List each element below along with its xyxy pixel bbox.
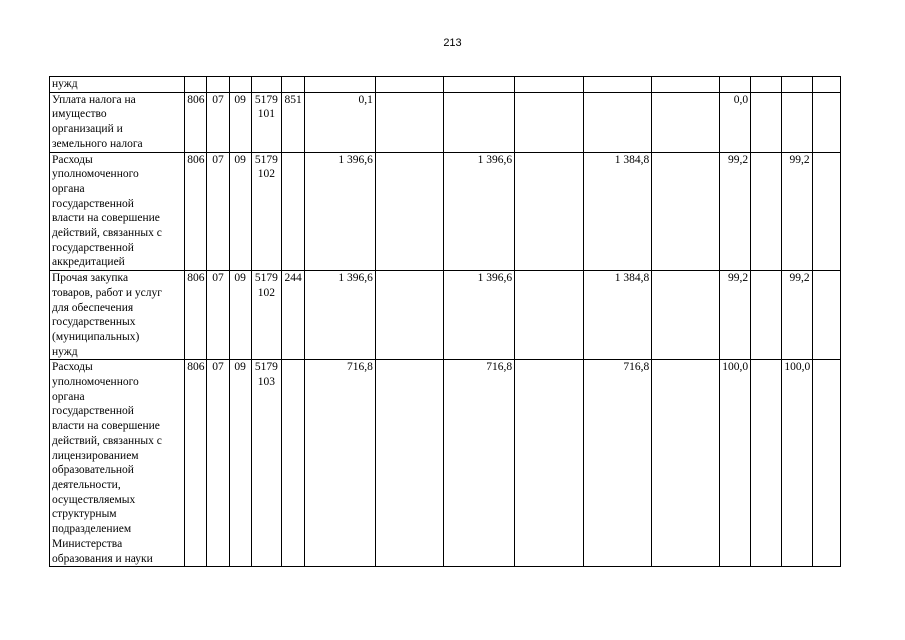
row-name-line: государственной — [52, 197, 134, 210]
row-name-line: уполномоченного — [52, 376, 139, 389]
empty-cell — [751, 92, 782, 152]
target-article-line: 103 — [257, 376, 275, 389]
empty-cell — [812, 271, 840, 360]
cell-v1: 1 396,6 — [305, 152, 376, 271]
cell-rz: 07 — [207, 360, 229, 567]
target-article-line: 5179 — [254, 93, 278, 106]
cell-vr — [282, 152, 305, 271]
target-article-line: 102 — [257, 168, 275, 181]
empty-cell — [751, 271, 782, 360]
row-name-line: органа — [52, 390, 85, 403]
target-article-cell — [251, 92, 281, 152]
cell-v4: 0,0 — [719, 92, 750, 152]
empty-cell — [652, 77, 720, 93]
empty-cell — [751, 152, 782, 271]
cell-pr: 09 — [229, 92, 251, 152]
empty-cell — [652, 152, 720, 271]
table-row — [50, 77, 841, 93]
empty-cell — [652, 92, 720, 152]
empty-cell — [375, 152, 444, 271]
empty-cell — [515, 77, 584, 93]
row-name-line: власти на совершение — [52, 212, 160, 225]
row-name-line: товаров, работ и услуг — [52, 286, 162, 299]
cell-gp: 806 — [185, 360, 207, 567]
cell-v1 — [305, 77, 376, 93]
row-name-cell — [50, 152, 185, 271]
cell-v4: 100,0 — [719, 360, 750, 567]
target-article-line: 5179 — [254, 361, 278, 374]
cell-v4 — [719, 77, 750, 93]
cell-pr: 09 — [229, 271, 251, 360]
cell-vr: 851 — [282, 92, 305, 152]
page-number: 213 — [443, 37, 462, 49]
row-name-line: деятельности, — [52, 478, 121, 491]
empty-cell — [375, 92, 444, 152]
empty-cell — [515, 271, 584, 360]
cell-v2 — [444, 77, 515, 93]
row-name-line: Расходы — [52, 153, 93, 166]
cell-v2: 1 396,6 — [444, 271, 515, 360]
cell-v2: 716,8 — [444, 360, 515, 567]
row-name-line: лицензированием — [52, 449, 139, 462]
table-body — [50, 77, 841, 567]
empty-cell — [751, 77, 782, 93]
cell-gp — [185, 77, 207, 93]
row-name-line: подразделением — [52, 523, 132, 536]
cell-v5 — [782, 92, 812, 152]
target-article-line: 102 — [257, 286, 275, 299]
budget-table — [49, 76, 841, 567]
cell-v1: 716,8 — [305, 360, 376, 567]
empty-cell — [515, 152, 584, 271]
cell-v3 — [583, 92, 652, 152]
row-name-line: осуществляемых — [52, 493, 136, 506]
empty-cell — [812, 77, 840, 93]
cell-v4: 99,2 — [719, 152, 750, 271]
empty-cell — [515, 92, 584, 152]
empty-cell — [652, 360, 720, 567]
row-name-line: государственной — [52, 405, 134, 418]
row-name-line: государственных — [52, 316, 136, 329]
table-row — [50, 92, 841, 152]
row-name-line: имущество — [52, 108, 107, 121]
cell-rz: 07 — [207, 152, 229, 271]
cell-v1: 1 396,6 — [305, 271, 376, 360]
row-name-line: действий, связанных с — [52, 434, 162, 447]
cell-rz — [207, 77, 229, 93]
row-name-line: власти на совершение — [52, 420, 160, 433]
row-name-cell — [50, 77, 185, 93]
empty-cell — [812, 360, 840, 567]
cell-v3 — [583, 77, 652, 93]
cell-v4: 99,2 — [719, 271, 750, 360]
row-name-line: аккредитацией — [52, 256, 125, 269]
row-name-line: организаций и — [52, 123, 123, 136]
cell-gp: 806 — [185, 152, 207, 271]
empty-cell — [751, 360, 782, 567]
target-article-cell — [251, 77, 281, 93]
cell-rz: 07 — [207, 271, 229, 360]
row-name-line: Министерства — [52, 537, 123, 550]
cell-vr — [282, 360, 305, 567]
row-name-line: Уплата налога на — [52, 93, 136, 106]
cell-v3: 716,8 — [583, 360, 652, 567]
empty-cell — [812, 92, 840, 152]
cell-pr: 09 — [229, 360, 251, 567]
table-row — [50, 271, 841, 360]
empty-cell — [515, 360, 584, 567]
row-name-line: земельного налога — [52, 137, 143, 150]
row-name-line: органа — [52, 182, 85, 195]
cell-v2 — [444, 92, 515, 152]
empty-cell — [375, 271, 444, 360]
target-article-line: 5179 — [254, 153, 278, 166]
empty-cell — [812, 152, 840, 271]
cell-gp: 806 — [185, 92, 207, 152]
row-name-line: Прочая закупка — [52, 272, 129, 285]
row-name-line: образования и науки — [52, 552, 153, 565]
cell-v3: 1 384,8 — [583, 152, 652, 271]
target-article-cell — [251, 152, 281, 271]
row-name-line: (муниципальных) — [52, 330, 140, 343]
table-row — [50, 360, 841, 567]
target-article-line: 5179 — [254, 272, 278, 285]
cell-v3: 1 384,8 — [583, 271, 652, 360]
cell-v5: 99,2 — [782, 152, 812, 271]
empty-cell — [652, 271, 720, 360]
cell-gp: 806 — [185, 271, 207, 360]
row-name-line: нужд — [52, 78, 78, 90]
empty-cell — [375, 77, 444, 93]
row-name-line: действий, связанных с — [52, 227, 162, 240]
row-name-cell — [50, 271, 185, 360]
row-name-line: нужд — [52, 345, 78, 358]
cell-pr: 09 — [229, 152, 251, 271]
row-name-line: уполномоченного — [52, 168, 139, 181]
row-name-cell — [50, 92, 185, 152]
empty-cell — [375, 360, 444, 567]
target-article-line: 101 — [257, 108, 275, 121]
row-name-line: для обеспечения — [52, 301, 134, 314]
row-name-line: структурным — [52, 508, 117, 521]
cell-v2: 1 396,6 — [444, 152, 515, 271]
cell-vr — [282, 77, 305, 93]
cell-rz: 07 — [207, 92, 229, 152]
cell-v1: 0,1 — [305, 92, 376, 152]
table-row — [50, 152, 841, 271]
cell-v5 — [782, 77, 812, 93]
cell-v5: 99,2 — [782, 271, 812, 360]
target-article-cell — [251, 360, 281, 567]
row-name-cell — [50, 360, 185, 567]
cell-v5: 100,0 — [782, 360, 812, 567]
cell-vr: 244 — [282, 271, 305, 360]
target-article-cell — [251, 271, 281, 360]
row-name-line: Расходы — [52, 361, 93, 374]
row-name-line: образовательной — [52, 464, 134, 477]
row-name-line: государственной — [52, 241, 134, 254]
cell-pr — [229, 77, 251, 93]
